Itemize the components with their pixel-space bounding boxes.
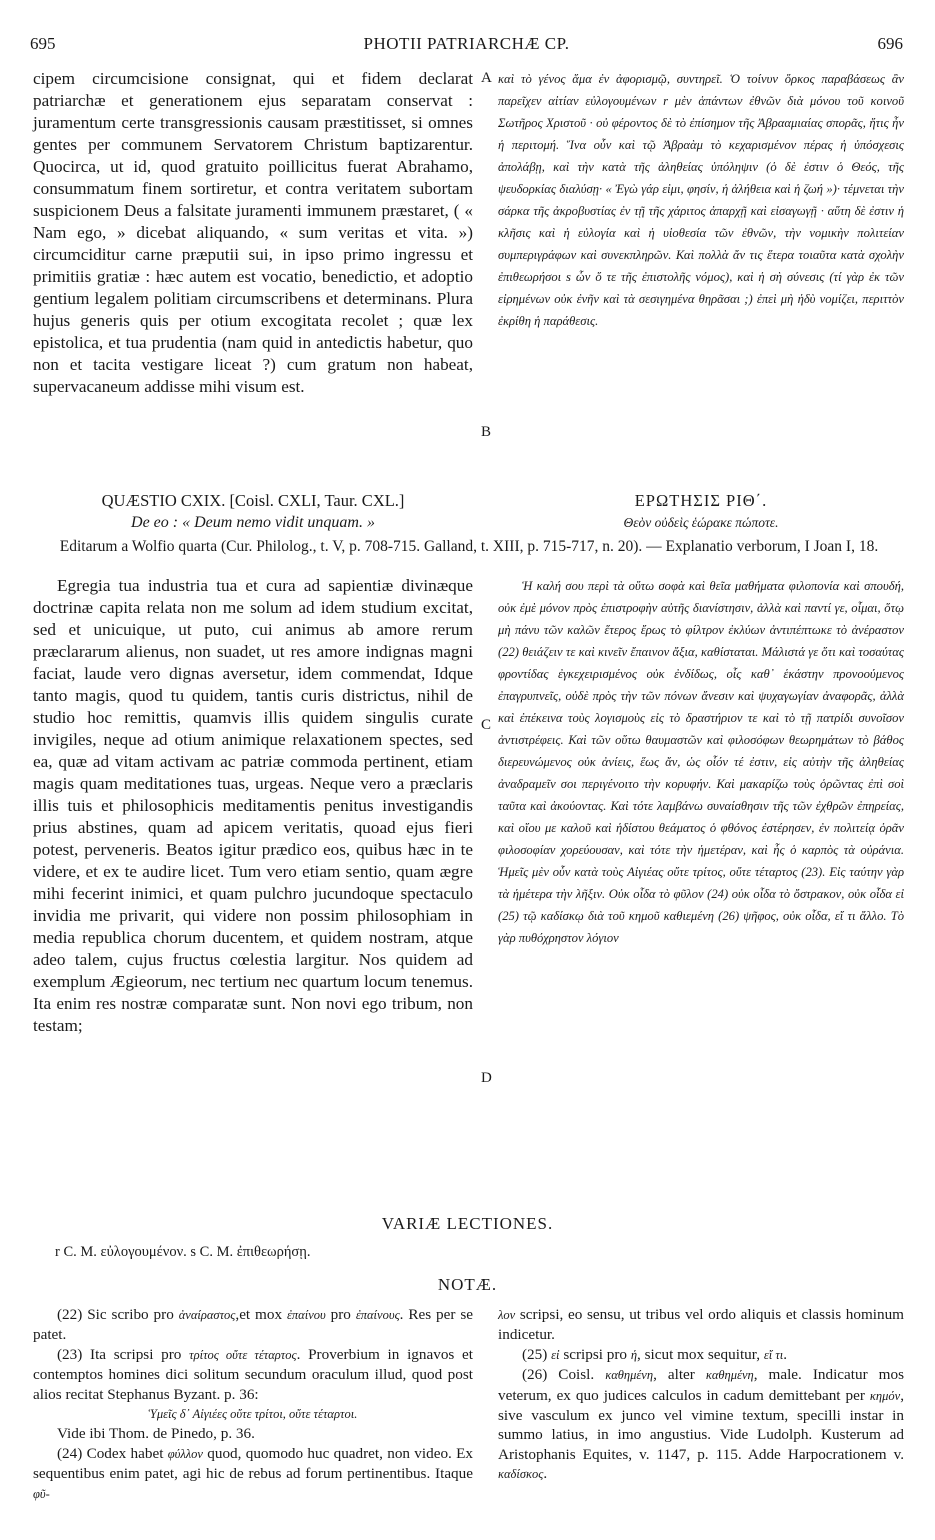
greek-column-main: [498, 575, 904, 949]
running-title: PHOTII PATRIARCHÆ CP.: [363, 34, 570, 53]
latin-column-top: [33, 68, 473, 398]
notes-column-left: [33, 1305, 473, 1504]
greek-column-top: [498, 68, 904, 332]
edition-note: Editarum a Wolfio quarta (Cur. Philolog., t. V, p. 708-715. Galland, t. XIII, p. 715-717, n. 20). — Explanatio verborum, I Joan I, 18.: [59, 538, 879, 555]
latin-paragraph-main: Egregia tua industria tua et cura ad sapientiæ divinæque doctrinæ capita relata non me solum ad idem studium excitat, sed et unicuique, ut puto, cui animus ab amore rerum præclararum alienus, non suadet, ut res amore indignas magni faciat, laude vero dignas aversetur, idem commendat, Idque tanto magis, quod tu quidem, tantis curis districtus, nihil de studio hoc remittis, quamvis illis quidem singulis curate invigiles, neque ad otium animique relaxationem spectes, sed ea, quæ ad vitam activam ac patriæ commoda pertinent, etiam magis quam meditationes tuas, urgeas. Neque vero a præclaris illis tuis et philosophicis meditamentis penitus investigandis prius abstines, quam ad apicem veritatis, quoad ejus fieri potest, perveneris. Beatos igitur prædico eos, quibus hæc in te videre, et ex te audire licet. Tum vero etiam sentio, quam ægre mihi fecerint inimici, et quam pulchro jucundoque spectaculo invidia me privarit, qui videre non possim philosophiam in media republica chorum ducentem, et quidem nostram, atque adeo talem, cujus fructus cœlestia largitur. Nos quidem ad exemplum Ægieorum, nec tertium nec quartum locum tenemus. Ita enim res nostræ comparatæ sunt. Non novi ego tribum, non testam;: [33, 576, 473, 1035]
notes-column-right: [498, 1305, 904, 1485]
latin-column-main: [33, 575, 473, 1037]
question-subtitle-greek: Θεὸν οὐδεὶς ἑώρακε πώποτε.: [623, 515, 779, 530]
page-number-left: 695: [30, 34, 56, 53]
variae-lectiones-text: r C. M. εὐλογουμένον. s C. M. ἐπιθεωρήσῃ.: [55, 1244, 311, 1260]
greek-paragraph-top: καὶ τὸ γένος ἅμα ἐν ἀφορισμῷ, συντηρεῖ. Ὁ τοίνυν ὅρκος παραβάσεως ἂν παρεῖχεν αἰτίαν εὐλογουμένων r μὲν ἁπάντων ἐθνῶν διὰ μόνου τοῦ κοινοῦ Σωτῆρος Χριστοῦ · οὐ φέροντος δὲ τὸ ἐπίσημον τῆς Ἀβρααμιαίας σπορᾶς, ἥτις ἦν ἡ περιτομή. Ἵνα οὖν καὶ τῷ Ἀβραὰμ τὸ κεχαρισμένον πέρας ἡ ὑπόσχεσις ἀπολάβῃ, καὶ τὴν κατὰ τῆς ἀληθείας ὑπόληψιν (ὁ δὲ ἐστιν ὁ Θεός, τῆς ψευδορκίας διαλύσῃ· « Ἐγὼ γάρ εἰμι, φησίν, ἡ ἀλήθεια καὶ ἡ ζωή »)· τέμνεται τὴν σάρκα τῆς ἀκροβυστίας ἐν τῇ τῆς χάριτος ἀπαρχῇ καὶ εἰσαγωγῇ · αὕτη δὲ ἐστιν ἡ κλῆσις καὶ ἡ εὐλογία καὶ ἡ υἱοθεσία τῶν ἐθνῶν, τὴν νομικὴν πολιτείαν συμπεριγράφων καὶ συνεκπληρῶν. Καὶ πολλὰ ἄν τις ἕτερα τοιαῦτα κατὰ σχολὴν ἐπιθεωρήσοι s ὧν ὅ τε τῆς ἐπιστολῆς νόμος), καὶ ἡ σὴ σύνεσις (τί γὰρ ἐκ τῶν εἰρημένων οὐκ ἐνῆν καὶ τὰ σεσιγημένα θηρᾶσαι ;) ἐπεὶ μὴ ἡδὺ νομίζει, περιττὸν ἐκρίθη ἡ παράθεσις.: [498, 72, 904, 328]
note-23-verse: Ὑμεῖς δ᾽ Αἰγιέες οὔτε τρίτοι, οὔτε τέταρτοι.: [148, 1407, 358, 1422]
page-number-right: 696: [877, 34, 903, 53]
question-title-latin: QUÆSTIO CXIX. [Coisl. CXLI, Taur. CXL.]: [101, 491, 405, 510]
running-header: [30, 34, 903, 58]
margin-marker-a: A: [481, 70, 492, 86]
notae-heading: NOTÆ.: [437, 1275, 498, 1294]
note-26: (26) Coisl. καθημένη, alter καθημένη, male. Indicatur mos veterum, ex quo judices calculos in cadum demittebant per κημόν, sive vasculum ex junco vel vimine textum, specilli instar in summo latius, in imo angustius. Vide Ludolph. Kusterum ad Aristophanis Equites, v. 1147, p. 115. Adde Harpocrationem v. καδίσκος.: [498, 1366, 904, 1483]
latin-paragraph-top: cipem circumcisione consignat, qui et fidem declarat patriarchæ et generationem ejus separatam conservat : juramentum certe transgressionis causam præstitisset, si omnes gentes per communem Servatorem Christum baptizarentur. Quocirca, ut id, quod gratuito poillicitus fuerat Abrahamo, consummatum finem sortiretur, et contra veritatem subortam suspicionem Deus a falsitate juramenti immunem præstaret, ( « Nam ego, » dicebat aliquando, « sum veritas et vita. ») circumciditur carne præputii sui, in ipso primo ingressu et primitiis gratiæ : hæc autem est vocatio, benedictio, et adoptio gentium legalem politiam circumscribens et determinans. Plura hujus generis quis per otium excogitata recolet ; quæ lex epistolica, et tua prudentia (nam quid in antedictis habetur, quo non et tacita vestigare liceat ?) cum gratum non habeat, supervacaneum addisse mihi visum est.: [33, 69, 473, 396]
question-subtitle-latin: De eo : « Deum nemo vidit unquam. »: [131, 514, 375, 531]
variae-lectiones-heading: VARIÆ LECTIONES.: [381, 1214, 554, 1233]
note-23: (23) Ita scripsi pro τρίτος οὔτε τέταρτος. Proverbium in ignavos et contemptos homines dici solitum secundum oraculum illud, quod post alios recitat Stephanus Byzant. p. 36:: [33, 1345, 474, 1403]
question-title-greek: ΕΡΩΤΗΣΙΣ ΡΙΘ΄.: [634, 491, 768, 510]
note-24: (24) Codex habet φύλλον quod, quomodo huc quadret, non video. Ex sequentibus enim patet, agi hic de rebus ad forum pertinentibus. Itaque φῦ-: [33, 1444, 473, 1501]
margin-marker-b: B: [481, 424, 492, 440]
note-23-ref: Vide ibi Thom. de Pinedo, p. 36.: [57, 1425, 255, 1443]
note-24-continued: λον scripsi, eo sensu, ut tribus vel ordo aliquis et classis hominum indicetur.: [498, 1306, 904, 1344]
margin-marker-c: C: [481, 717, 492, 733]
margin-marker-d: D: [481, 1070, 492, 1086]
note-25: (25) εἰ scripsi pro ἡ, sicut mox sequitur, εἴ τι.: [522, 1345, 788, 1363]
note-22: (22) Sic scribo pro ἀναίραστος,et mox ἐπαίνου pro ἐπαίνους. Res per se patet.: [33, 1306, 474, 1344]
greek-paragraph-main: Ἡ καλή σου περὶ τὰ οὕτω σοφὰ καὶ θεῖα μαθήματα φιλοπονία καὶ σπουδή, οὐκ ἐμὲ μόνον πρὸς ἐπιστροφὴν αὐτῆς διανίστησιν, ἀλλὰ καὶ παντί γε, οἶμαι, ὅτῳ μὴ πάνυ τῶν καλῶν ἕτερος ἔρως τὸ φίλτρον ἐκλύων ἀντιπέπτωκε τὸ ἀνέραστον (22) θειάζειν τε καὶ κινεῖν ἔπαινον ἄξια, καθίσταται. Μάλιστά γε ὅτι καὶ τοσαύτας φροντίδας ἐγκεχειρισμένος οὐκ ἐνδίδως, οἷς καθ᾽ ἑκάστην προνοούμενος ἐπαγρυπνεῖς, οὐδὲ πρὸς τὴν τῶν πόνων ἄνεσιν καὶ ψυχαγωγίαν ἀναφορᾶς, ἀλλὰ καὶ ἐπέκεινα τοὺς λογισμοὺς εἰς τὸ δραστήριον τε καὶ τὸ τῇ πατρίδι συνοῖσον ἀντιστρέφεις. Καὶ τῶν οὕτω θαυμαστῶν καὶ φιλοσόφων θεωρημάτων τὸ βάθος διερευνώμενος οὐκ ἀνίεις, ἕως ἄν, ὡς οἷόν τέ ἐστιν, εἰς αὐτὴν τῆς ἀληθείας ἀναδραμεῖν σοι περιγένοιτο τὴν κορυφήν. Καὶ μακαρίζω τοὺς ὁρῶντας ἐπὶ σοὶ ταῦτα καὶ ἀκούοντας. Καὶ τότε λαμβάνω συναίσθησιν τῆς τῶν ἐχθρῶν ἐπηρείας, καὶ οἵου με καλοῦ καὶ ἡδίστου θεάματος ὁ φθόνος ἐστέρησεν, ἐν πολιτείᾳ ὁρᾶν φιλοσοφίαν χορεύουσαν, καὶ τότε τὴν ἡμετέραν, καὶ ἧς ὁ καρπὸς τὰ οὐράνια. Ἡμεῖς μὲν οὖν κατὰ τοὺς Αἰγιέας οὔτε τρίτος, οὔτε τέταρτος (23). Εἰς ταύτην γὰρ τὰ ἡμέτερα τὴν λῆξιν. Οὐκ οἶδα τὸ φῦλον (24) οὐκ οἶδα τὸ ὄστρακον, οὐκ οἶδα εἰ (25) τῷ καδίσκῳ διὰ τοῦ κημοῦ καθιεμένη (26) ψῆφος, οὐκ οἶδα, εἴ τι ἄλλο. Τὸ γὰρ πυθόχρηστον λόγιον: [498, 579, 904, 945]
